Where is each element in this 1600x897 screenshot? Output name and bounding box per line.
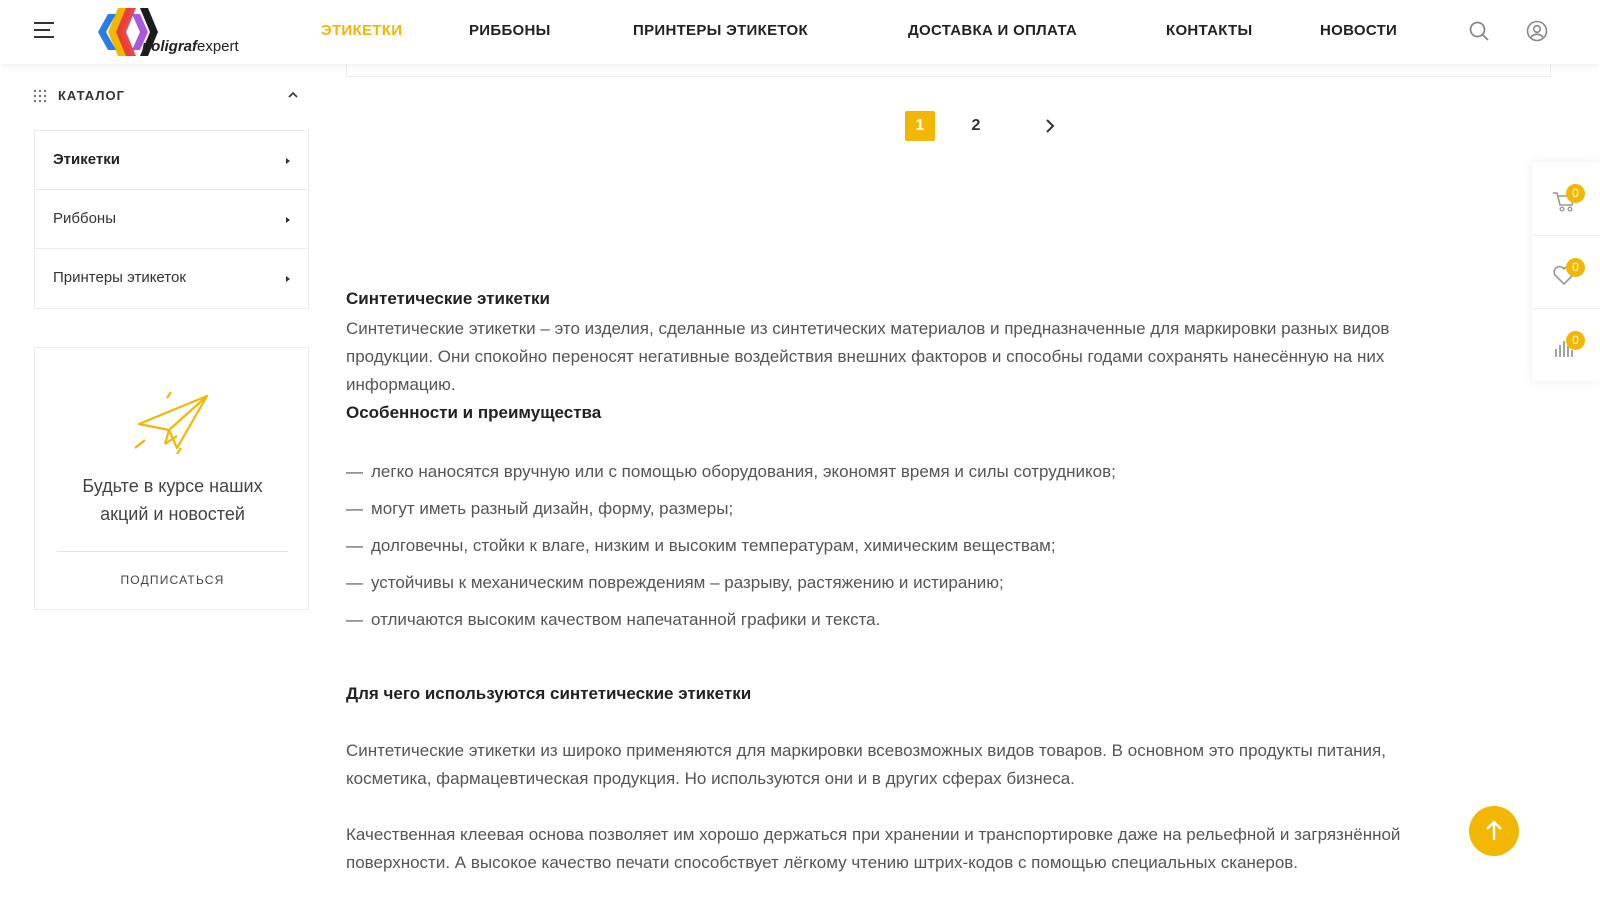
compare-button[interactable] <box>1532 308 1600 381</box>
article-heading: Синтетические этикетки <box>346 289 550 308</box>
text-line: Качественная клеевая основа позволяет им хорошо держаться при хранении и транспортировке даже на рельефной и загрязнённой <box>346 825 1401 844</box>
grid-icon <box>34 90 46 102</box>
product-list-bottom <box>346 62 1551 77</box>
nav-item-label-printers[interactable]: ПРИНТЕРЫ ЭТИКЕТОК <box>633 22 808 39</box>
catalog-item-ribbons[interactable] <box>35 190 308 249</box>
page-2-button[interactable]: 2 <box>971 117 981 134</box>
catalog-item-printers[interactable] <box>35 249 308 308</box>
nav-item-labels[interactable]: ЭТИКЕТКИ <box>321 22 403 39</box>
catalog-item-label: Риббоны <box>53 210 116 227</box>
catalog-menu <box>34 130 309 309</box>
compare-count-badge: 0 <box>1566 331 1585 350</box>
features-heading: Особенности и преимущества <box>346 403 602 422</box>
page-1-button[interactable]: 1 <box>905 111 935 141</box>
list-item: — отличаются высоким качеством напечатанной графики и текста. <box>346 610 881 629</box>
subscribe-text-line2: акций и новостей <box>100 504 245 524</box>
caret-right-icon <box>286 276 290 282</box>
text-line: Синтетические этикетки – это изделия, сделанные из синтетических материалов и предназначенные для маркировки разных видов <box>346 319 1390 338</box>
list-item: — могут иметь разный дизайн, форму, размеры; <box>346 499 734 518</box>
text-line: поверхности. А высокое качество печати способствует лёгкому чтению штрих-кодов с помощью специальных сканеров. <box>346 853 1299 872</box>
usage-heading: Для чего используются синтетические этикетки <box>346 684 752 703</box>
text-line: косметика, фармацевтическая продукция. Но используются они и в других сферах бизнеса. <box>346 769 1075 788</box>
features-list <box>346 453 1536 638</box>
catalog-item-labels[interactable] <box>35 131 308 190</box>
text-line: информацию. <box>346 375 456 394</box>
catalog-item-label: Принтеры этикеток <box>53 269 186 286</box>
article <box>346 287 1536 877</box>
site-logo[interactable] <box>96 4 256 60</box>
paper-plane-icon <box>133 390 213 456</box>
list-item: — легко наносятся вручную или с помощью оборудования, экономят время и силы сотрудников; <box>346 462 1116 481</box>
chevron-right-icon[interactable] <box>1040 116 1060 136</box>
article-intro <box>346 315 1536 399</box>
subscribe-button[interactable]: ПОДПИСАТЬСЯ <box>120 573 225 587</box>
cart-count-badge: 0 <box>1566 184 1585 203</box>
nav-item-delivery[interactable]: ДОСТАВКА И ОПЛАТА <box>908 22 1078 39</box>
usage-paragraph <box>346 737 1536 793</box>
favorites-button[interactable] <box>1532 235 1600 308</box>
logo-text-bold: poligraf <box>142 38 197 55</box>
chevron-up-icon[interactable] <box>286 88 300 102</box>
subscribe-widget <box>34 347 309 610</box>
scroll-to-top-button[interactable] <box>1469 806 1519 856</box>
favorites-count-badge: 0 <box>1566 258 1585 277</box>
subscribe-text <box>35 472 310 528</box>
catalog-header[interactable] <box>34 86 310 108</box>
site-header <box>0 0 1600 64</box>
logo-text-light: expert <box>197 38 239 55</box>
caret-right-icon <box>286 217 290 223</box>
search-icon[interactable] <box>1468 20 1490 42</box>
list-item: — устойчивы к механическим повреждениям – разрыву, растяжению и истиранию; <box>346 573 1004 592</box>
divider <box>57 551 288 552</box>
text-line: продукции. Они спокойно переносят негативные воздействия внешних факторов и способны годами сохранять нанесённую на них <box>346 347 1385 366</box>
catalog-title: КАТАЛОГ <box>58 88 125 103</box>
menu-icon[interactable] <box>34 22 54 40</box>
text-line: Синтетические этикетки из широко применяются для маркировки всевозможных видов товаров. В основном это продукты питания, <box>346 741 1386 760</box>
quick-panel <box>1532 162 1600 381</box>
catalog-item-label: Этикетки <box>53 151 120 168</box>
list-item: — долговечны, стойки к влаге, низким и высоким температурам, химическим веществам; <box>346 536 1056 555</box>
arrow-up-icon <box>1469 806 1519 856</box>
cart-button[interactable] <box>1532 162 1600 235</box>
nav-item-news[interactable]: НОВОСТИ <box>1320 22 1398 39</box>
nav-item-contacts[interactable]: КОНТАКТЫ <box>1166 22 1253 39</box>
adhesive-paragraph <box>346 821 1536 877</box>
caret-right-icon <box>286 158 290 164</box>
nav-item-ribbons[interactable]: РИББОНЫ <box>469 22 551 39</box>
subscribe-text-line1: Будьте в курсе наших <box>82 476 263 496</box>
user-icon[interactable] <box>1526 20 1548 42</box>
